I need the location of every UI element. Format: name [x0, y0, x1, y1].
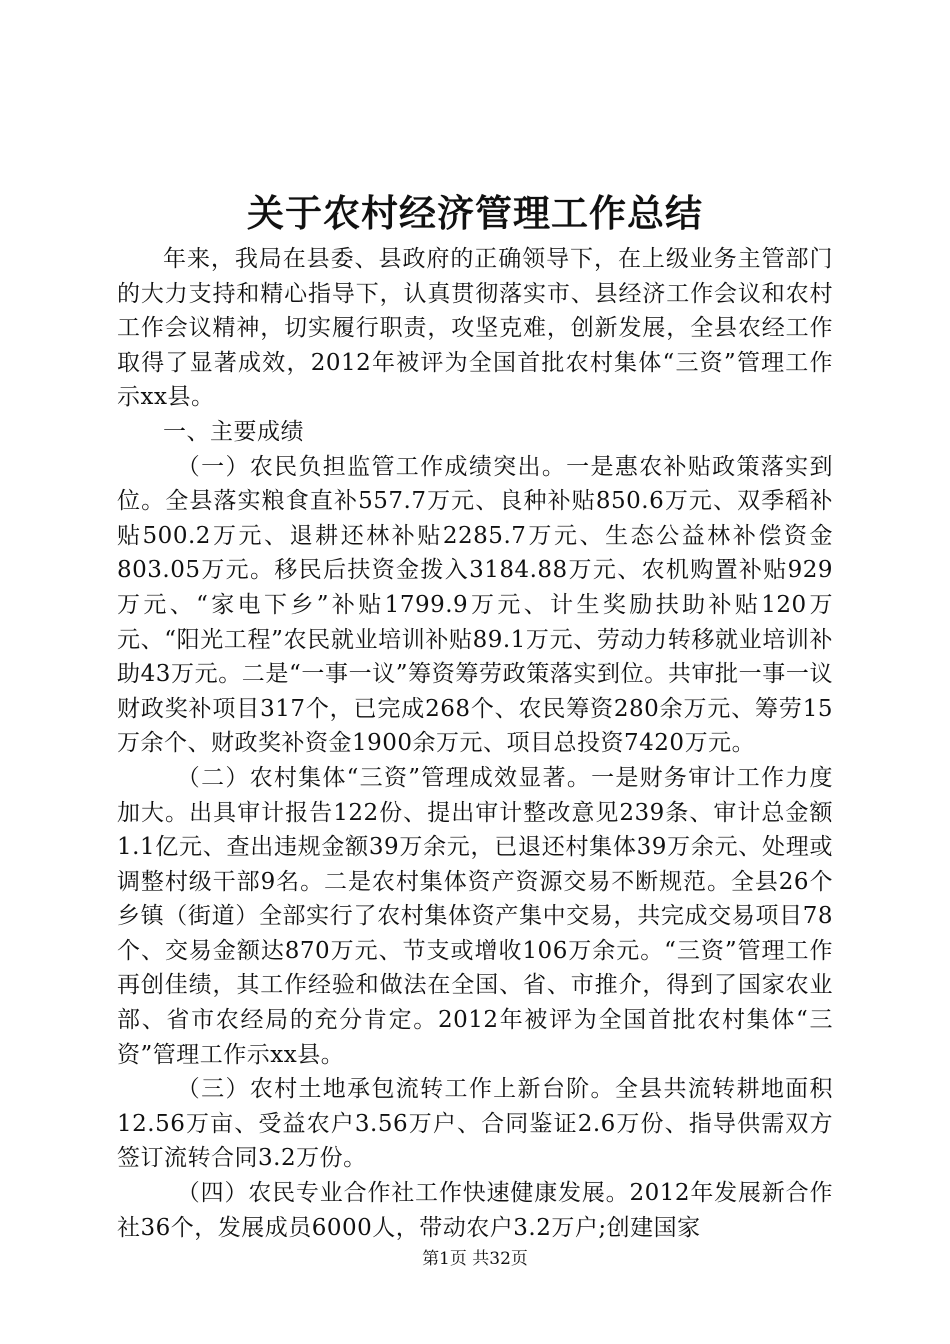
subsection-paragraph-4: （四）农民专业合作社工作快速健康发展。2012年发展新合作社36个，发展成员6000人，带动农户3.2万户;创建国家	[117, 1180, 833, 1241]
document-body	[117, 242, 833, 1245]
document-title: 关于农村经济管理工作总结	[247, 191, 703, 235]
subsection-paragraph-2: （二）农村集体“三资”管理成效显著。一是财务审计工作力度加大。出具审计报告122份、提出审计整改意见239条、审计总金额1.1亿元、查出违规金额39万余元，已退还村集体39万余元、处理或调整村级干部9名。二是农村集体资产资源交易不断规范。全县26个乡镇（街道）全部实行了农村集体资产集中交易，共完成交易项目78个、交易金额达870万元、节支或增收106万余元。“三资”管理工作再创佳绩，其工作经验和做法在全国、省、市推介，得到了国家农业部、省市农经局的充分肯定。2012年被评为全国首批农村集体“三资”管理工作示xx县。	[117, 764, 833, 1068]
section-heading: 一、主要成绩	[163, 418, 304, 445]
subsection-paragraph-1: （一）农民负担监管工作成绩突出。一是惠农补贴政策落实到位。全县落实粮食直补557.7万元、良种补贴850.6万元、双季稻补贴500.2万元、退耕还林补贴2285.7万元、生态公益林补偿资金803.05万元。移民后扶资金拨入3184.88万元、农机购置补贴929万元、“家电下乡”补贴1799.9万元、计生奖励扶助补贴120万元、“阳光工程”农民就业培训补贴89.1万元、劳动力转移就业培训补助43万元。二是“一事一议”筹资筹劳政策落实到位。共审批一事一议财政奖补项目317个，已完成268个、农民筹资280余万元、筹劳15万余个、财政奖补资金1900余万元、项目总投资7420万元。	[117, 453, 833, 757]
page-number: 第1页 共32页	[422, 1249, 528, 1269]
subsection-paragraph-3: （三）农村土地承包流转工作上新台阶。全县共流转耕地面积12.56万亩、受益农户3.56万户、合同鉴证2.6万份、指导供需双方签订流转合同3.2万份。	[117, 1076, 833, 1172]
intro-paragraph: 年来，我局在县委、县政府的正确领导下，在上级业务主管部门的大力支持和精心指导下，认真贯彻落实市、县经济工作会议和农村工作会议精神，切实履行职责，攻坚克难，创新发展，全县农经工作取得了显著成效，2012年被评为全国首批农村集体“三资”管理工作示xx县。	[117, 246, 833, 411]
